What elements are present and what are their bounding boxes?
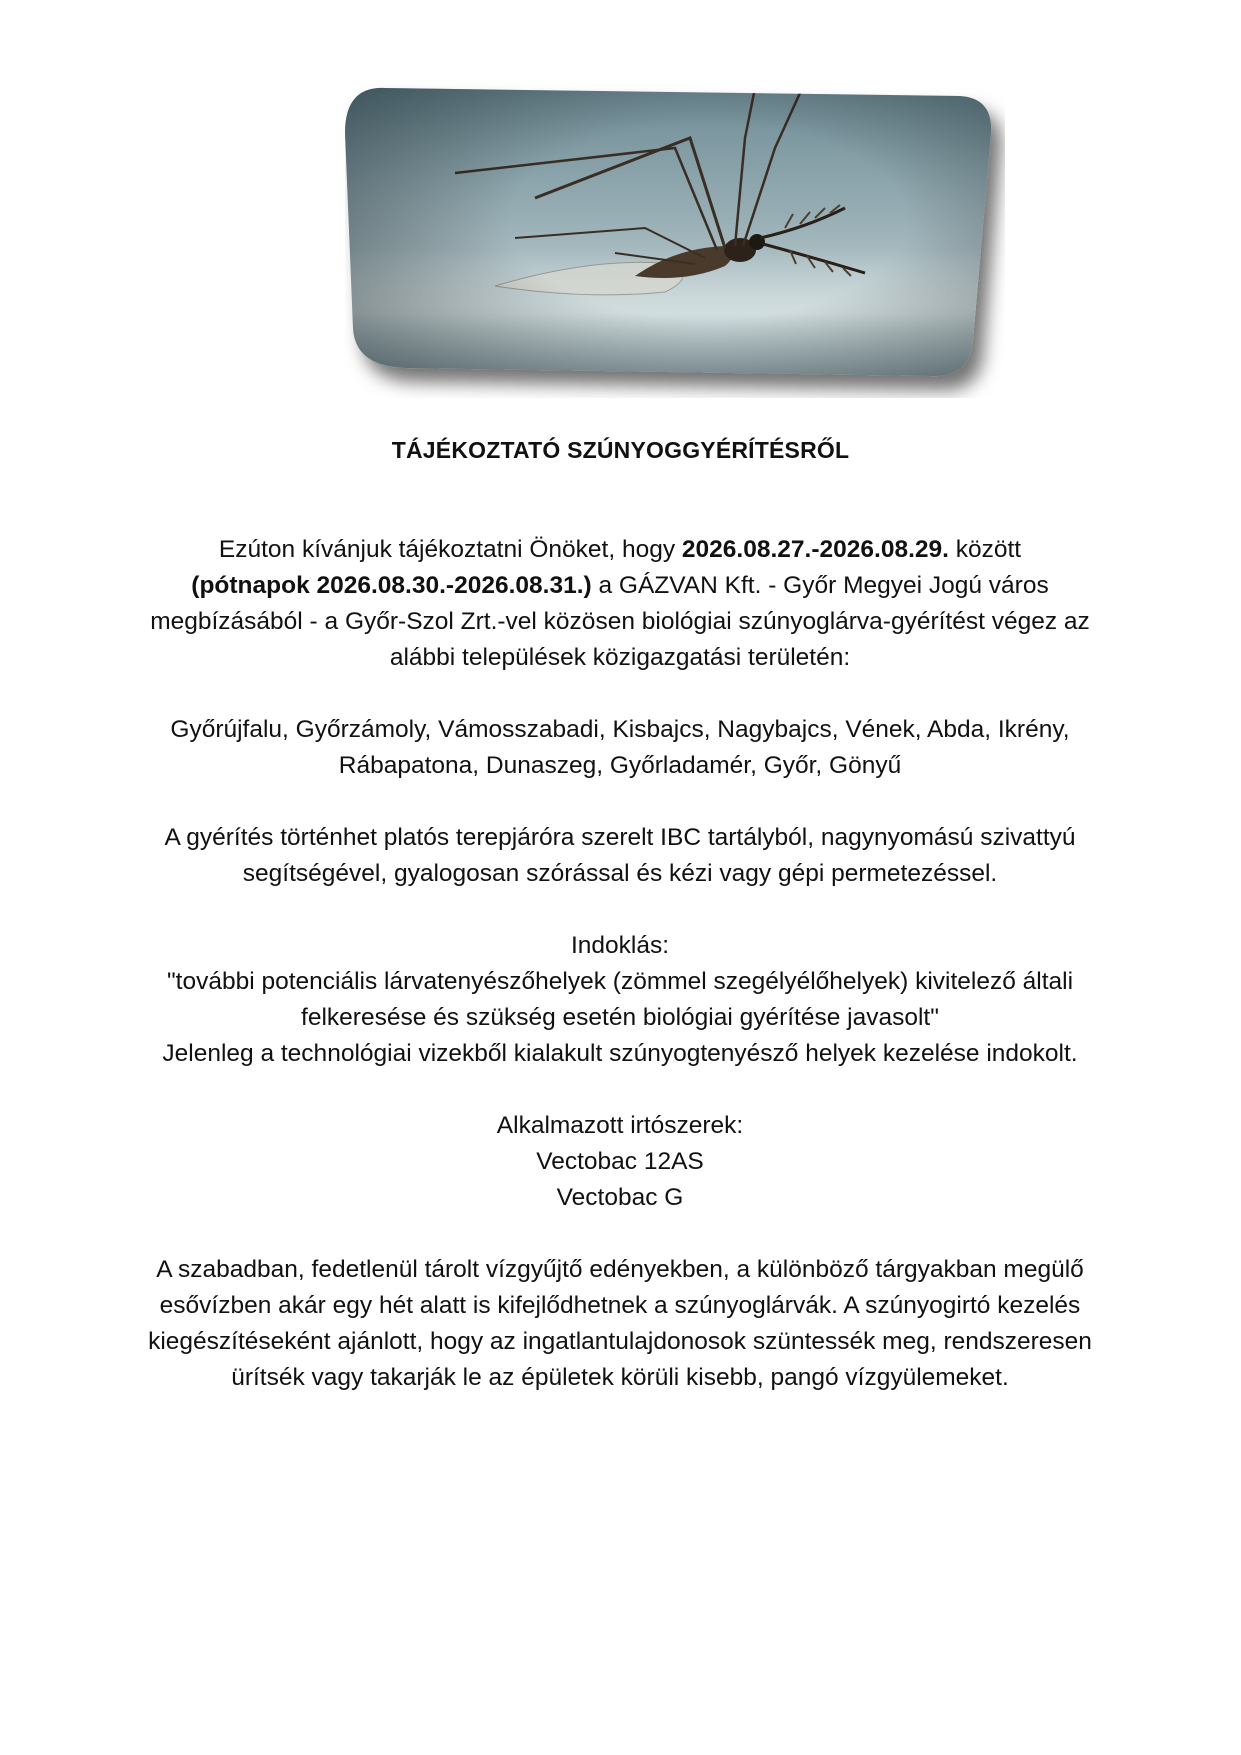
treatment-dates: 2026.08.27.-2026.08.29. <box>681 536 949 563</box>
notice-body <box>140 532 1100 1396</box>
page-title: TÁJÉKOZTATÓ SZÚNYOGGYÉRÍTÉSRŐL <box>391 437 850 463</box>
justification-quote: "további potenciális lárvatenyészőhelyek (zömmel szegélyélőhelyek) kivitelező általi felkeresése és szükség esetén biológiai gyérítése javasolt" <box>166 968 1074 1031</box>
intro-text-2: között <box>948 536 1022 563</box>
products-label: Alkalmazott irtószerek: <box>496 1112 744 1139</box>
intro-text-1: Ezúton kívánjuk tájékoztatni Önöket, hogy <box>218 536 682 563</box>
method-paragraph: A gyérítés történhet platós terepjáróra szerelt IBC tartályból, nagynyomású szivattyú segítségével, gyalogosan szórással és kézi vagy gépi permetezéssel. <box>164 824 1076 887</box>
settlements-list: Győrújfalu, Győrzámoly, Vámosszabadi, Kisbajcs, Nagybajcs, Vének, Abda, Ikrény, Rábapatona, Dunaszeg, Győrladamér, Győr, Gönyű <box>170 716 1070 779</box>
justification-label: Indoklás: <box>570 932 670 959</box>
justification-text: Jelenleg a technológiai vizekből kialakult szúnyogtenyésző helyek kezelése indokolt. <box>162 1040 1078 1067</box>
intro-text-3: a GÁZVAN Kft. - Győr Megyei Jogú város megbízásából - a Győr-Szol Zrt.-vel közösen biológiai szúnyoglárva-gyérítést végez az alábbi települések közigazgatási területén: <box>150 572 1090 671</box>
product-item: Vectobac 12AS <box>536 1148 704 1175</box>
intro-paragraph <box>140 532 1100 676</box>
backup-dates: (pótnapok 2026.08.30.-2026.08.31.) <box>191 572 592 599</box>
product-item: Vectobac G <box>556 1184 684 1211</box>
mosquito-image <box>345 78 1005 398</box>
mosquito-photo <box>345 78 1005 398</box>
advice-paragraph: A szabadban, fedetlenül tárolt vízgyűjtő edényekben, a különböző tárgyakban megülő esővízben akár egy hét alatt is kifejlődhetnek a szúnyoglárvák. A szúnyogirtó kezelés kiegészítéseként ajánlott, hogy az ingatlantulajdonosok szüntessék meg, rendszeresen ürítsék vagy takarják le az épületek körüli kisebb, pangó vízgyülemeket. <box>148 1256 1092 1391</box>
